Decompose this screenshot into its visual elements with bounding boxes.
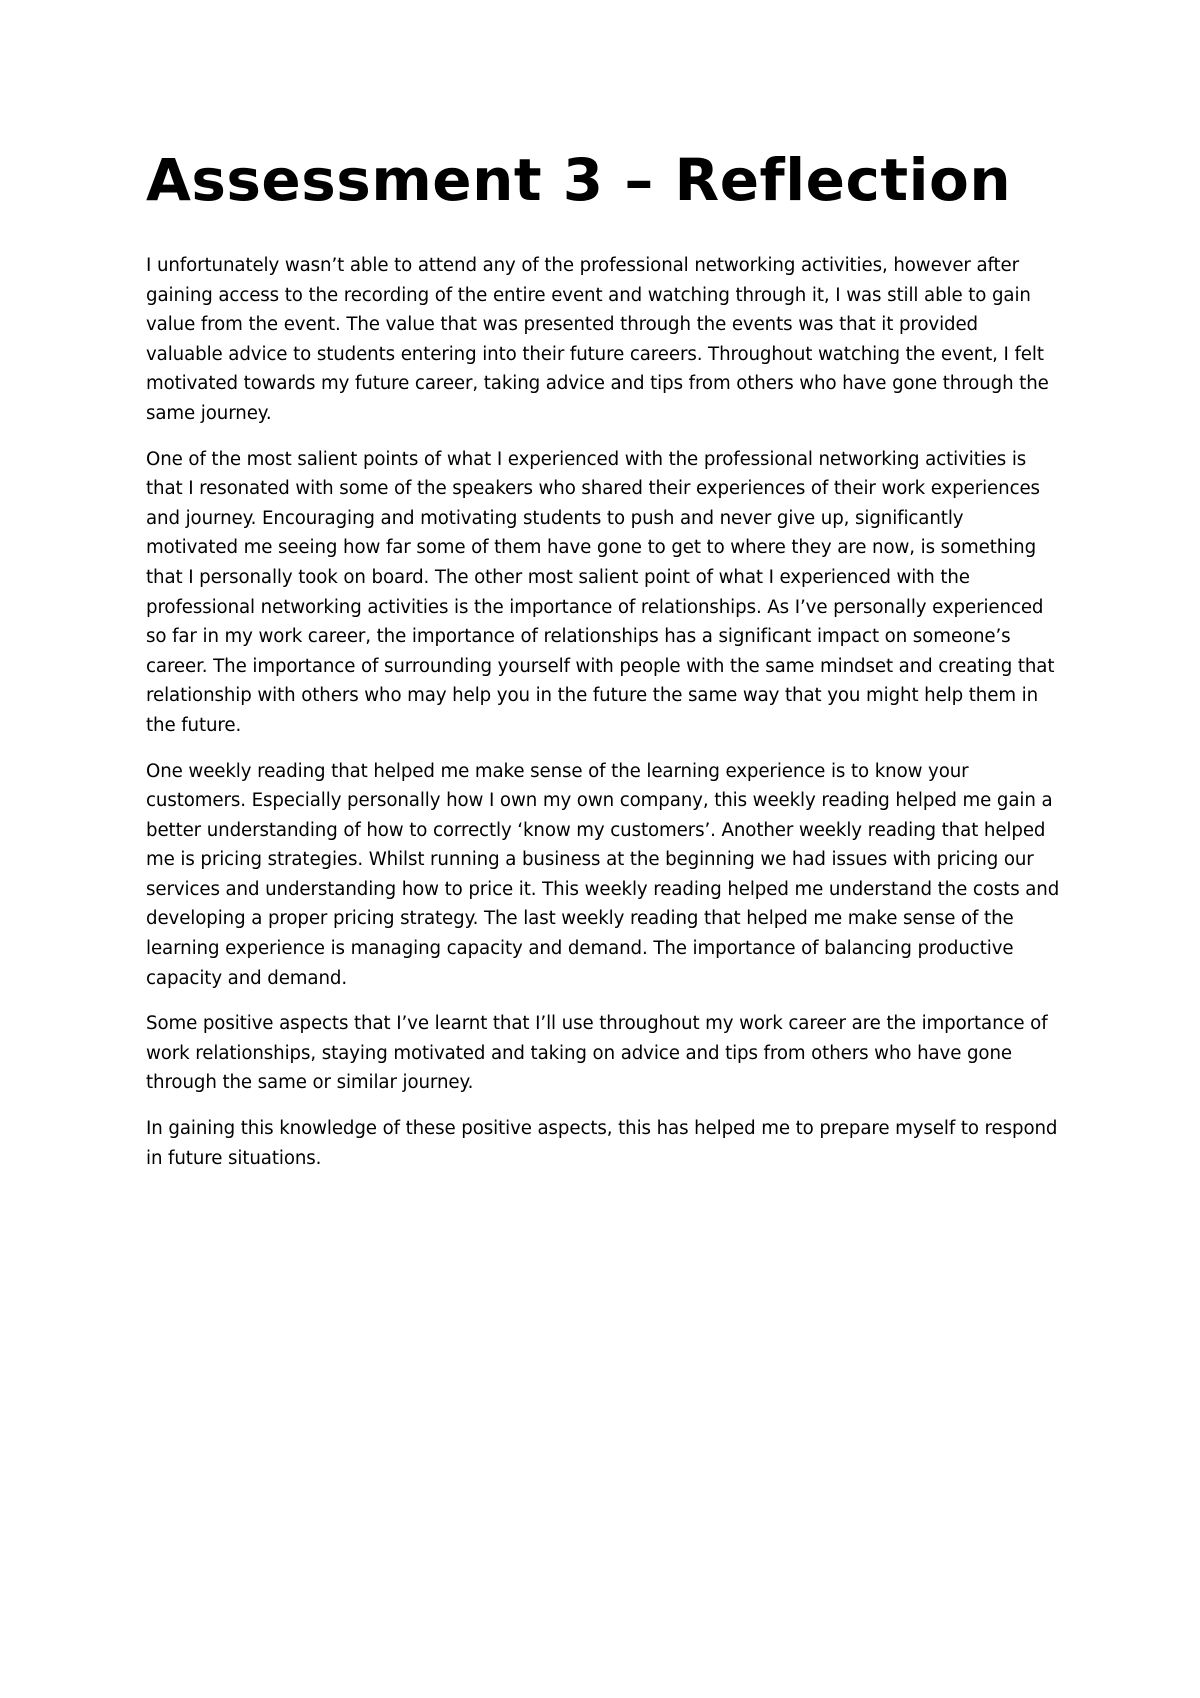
- paragraph-5: In gaining this knowledge of these positive aspects, this has helped me to prepare myself to respond in future situations.: [146, 1118, 1058, 1169]
- paragraph-4: Some positive aspects that I’ve learnt that I’ll use throughout my work career are the importance of work relationships, staying motivated and taking on advice and tips from others who have gone through the same or similar journey.: [146, 1013, 1048, 1094]
- paragraph-2: One of the most salient points of what I experienced with the professional networking activities is that I resonated with some of the speakers who shared their experiences of their work experiences and journey. Encouraging and motivating students to push and never give up, significantly motivated me seeing how far some of them have gone to get to where they are now, is something that I personally took on board. The other most salient point of what I experienced with the professional networking activities is the importance of relationships. As I’ve personally experienced so far in my work career, the importance of relationships has a significant impact on someone’s career. The importance of surrounding yourself with people with the same mindset and creating that relationship with others who may help you in the future the same way that you might help them in the future.: [146, 448, 1055, 736]
- document-title: Assessment 3 – Reflection: [146, 146, 1012, 214]
- paragraph-3: One weekly reading that helped me make sense of the learning experience is to know your customers. Especially personally how I own my own company, this weekly reading helped me gain a better understanding of how to correctly ‘know my customers’. Another weekly reading that helped me is pricing strategies. Whilst running a business at the beginning we had issues with pricing our services and understanding how to price it. This weekly reading helped me understand the costs and developing a proper pricing strategy. The last weekly reading that helped me make sense of the learning experience is managing capacity and demand. The importance of balancing productive capacity and demand.: [146, 760, 1060, 989]
- paragraph-1: I unfortunately wasn’t able to attend any of the professional networking activities, however after gaining access to the recording of the entire event and watching through it, I was still able to gain value from the event. The value that was presented through the events was that it provided valuable advice to students entering into their future careers. Throughout watching the event, I felt motivated towards my future career, taking advice and tips from others who have gone through the same journey.: [146, 255, 1049, 424]
